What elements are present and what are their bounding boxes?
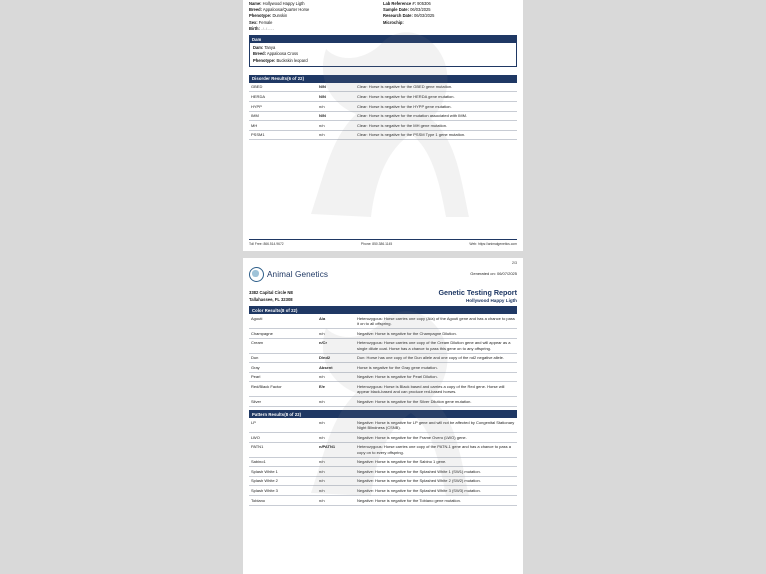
color-results-header: Color Results(8 of 22) bbox=[249, 306, 517, 314]
identity-left-column bbox=[249, 1, 383, 32]
test-description: Clear: Horse is negative for the HYPP gene mutation. bbox=[355, 102, 517, 112]
table-row bbox=[249, 92, 517, 102]
identity-value: 905306 bbox=[417, 1, 431, 6]
report-title-block bbox=[438, 288, 517, 303]
table-row bbox=[249, 476, 517, 486]
test-name: Champagne bbox=[249, 329, 317, 339]
test-genotype: n/n bbox=[317, 130, 355, 140]
test-genotype: n/n bbox=[317, 496, 355, 506]
identity-key: Research Date: bbox=[383, 13, 413, 19]
test-description: Dun: Horse has one copy of the Dun allele and one copy of the nd2 negative allele. bbox=[355, 353, 517, 363]
test-description: Negative: Horse is negative for the Frame Overo (LWO) gene. bbox=[355, 433, 517, 443]
test-genotype: n/n bbox=[317, 467, 355, 477]
identity-value: Appaloosa/Quarter Horse bbox=[262, 7, 310, 13]
test-description: Negative: Horse is negative for the Tobiano gene mutation. bbox=[355, 496, 517, 506]
footer-phone: Phone: 850.386.1145 bbox=[360, 242, 393, 246]
animal-identity-block bbox=[243, 0, 523, 35]
table-row bbox=[249, 314, 517, 328]
page-header bbox=[243, 265, 523, 282]
address-line-2: Tallahassee, FL 32308 bbox=[249, 296, 293, 302]
test-genotype: n/n bbox=[317, 476, 355, 486]
table-row bbox=[249, 433, 517, 443]
identity-value: Female bbox=[258, 19, 273, 25]
test-description: Heterozygous: Horse carries one copy of the Cream Dilution gene and will appear as a single dilute coat. Horse has a chance to pass this gene on to any offspring. bbox=[355, 338, 517, 353]
header-subrow bbox=[243, 282, 523, 306]
test-name: Silver bbox=[249, 397, 317, 407]
table-row bbox=[249, 442, 517, 457]
table-row bbox=[249, 111, 517, 121]
table-row bbox=[249, 467, 517, 477]
identity-key: Sample Date: bbox=[383, 7, 409, 13]
test-name: Tobiano bbox=[249, 496, 317, 506]
test-genotype: n/n bbox=[317, 457, 355, 467]
animal-genetics-logo-icon bbox=[249, 267, 264, 282]
test-name: Sabino1 bbox=[249, 457, 317, 467]
test-name: LWO bbox=[249, 433, 317, 443]
test-description: Negative: Horse is negative for the Sabino 1 gene. bbox=[355, 457, 517, 467]
test-genotype: n/Cr bbox=[317, 338, 355, 353]
dam-value: Buckskin leopard bbox=[276, 57, 308, 63]
test-description: Negative: Horse is negative for the Splashed White 1 (SW1) mutation. bbox=[355, 467, 517, 477]
test-genotype: n/n bbox=[317, 372, 355, 382]
identity-key: Name: bbox=[249, 1, 262, 6]
test-name: Gray bbox=[249, 363, 317, 373]
dam-value: Tanya bbox=[264, 45, 276, 51]
test-genotype: N/N bbox=[317, 83, 355, 92]
test-genotype: n/n bbox=[317, 121, 355, 131]
test-genotype: A/a bbox=[317, 314, 355, 328]
pattern-results-section bbox=[243, 410, 523, 506]
section-spacer bbox=[243, 67, 523, 75]
test-description: Clear: Horse is negative for the mutation associated with IMM. bbox=[355, 111, 517, 121]
test-description: Heterozygous: Horse is Black based and carries a copy of the Red gene. Horse will appear black-based and can produce red-based horses. bbox=[355, 382, 517, 397]
identity-value: 06/03/2025 bbox=[410, 7, 431, 13]
color-results-table bbox=[249, 314, 517, 407]
test-description: Heterozygous: Horse carries one copy (A/a) of the Agouti gene and has a chance to pass it on to all offspring. bbox=[355, 314, 517, 328]
pattern-results-table bbox=[249, 418, 517, 505]
test-description: Clear: Horse is negative for the HERDA gene mutation. bbox=[355, 92, 517, 102]
page-number: 2/3 bbox=[512, 261, 517, 265]
table-row bbox=[249, 372, 517, 382]
test-description: Negative: Horse is negative for the Splashed White 2 (SW2) mutation. bbox=[355, 476, 517, 486]
identity-key: Breed: bbox=[249, 7, 262, 13]
identity-key: Microchip: bbox=[383, 19, 404, 25]
table-row bbox=[249, 397, 517, 407]
disorder-results-table bbox=[249, 83, 517, 140]
table-row bbox=[249, 102, 517, 112]
test-name: Red/Black Factor bbox=[249, 382, 317, 397]
test-name: LP bbox=[249, 418, 317, 432]
dam-key: Phenotype: bbox=[253, 57, 276, 63]
dam-section bbox=[243, 35, 523, 67]
dam-details bbox=[249, 43, 517, 66]
test-description: Clear: Horse is negative for the GBED gene mutation. bbox=[355, 83, 517, 92]
identity-value: Hollywood Happy Ligth bbox=[262, 1, 305, 6]
test-name: HYPP bbox=[249, 102, 317, 112]
test-genotype: Absent bbox=[317, 363, 355, 373]
test-name: PSSM1 bbox=[249, 130, 317, 140]
test-name: Splash White 2 bbox=[249, 476, 317, 486]
test-genotype: n/n bbox=[317, 397, 355, 407]
table-row bbox=[249, 382, 517, 397]
footer-toll-free: Toll Free: 866.514.9672 bbox=[249, 242, 284, 246]
test-name: Splash White 1 bbox=[249, 467, 317, 477]
identity-row bbox=[249, 26, 383, 32]
identity-key: Sex: bbox=[249, 19, 258, 25]
test-genotype: E/e bbox=[317, 382, 355, 397]
color-results-section bbox=[243, 306, 523, 407]
identity-key: Phenotype: bbox=[249, 13, 272, 19]
test-description: Negative: Horse is negative for the Silver Dilution gene mutation. bbox=[355, 397, 517, 407]
dam-key: Dam: bbox=[253, 45, 264, 51]
footer-contact-row bbox=[249, 242, 517, 246]
table-row bbox=[249, 363, 517, 373]
test-genotype: N/N bbox=[317, 92, 355, 102]
table-row bbox=[249, 121, 517, 131]
test-name: Splash White 3 bbox=[249, 486, 317, 496]
test-name: Agouti bbox=[249, 314, 317, 328]
test-name: PATN1 bbox=[249, 442, 317, 457]
footer-website[interactable]: Web: https://animalgenetics.com bbox=[469, 242, 517, 246]
test-name: GBED bbox=[249, 83, 317, 92]
test-name: Cream bbox=[249, 338, 317, 353]
identity-key: Lab Reference #: bbox=[383, 1, 416, 6]
report-subject: Hollywood Happy Ligth bbox=[465, 298, 517, 303]
brand-lockup bbox=[249, 267, 328, 282]
test-genotype: n/n bbox=[317, 486, 355, 496]
test-genotype: n/n bbox=[317, 329, 355, 339]
table-row bbox=[249, 418, 517, 432]
test-name: HERDA bbox=[249, 92, 317, 102]
address-line-1: 3382 Capital Circle NE bbox=[249, 290, 294, 296]
table-row bbox=[249, 496, 517, 506]
disorder-results-section bbox=[243, 75, 523, 141]
page-title: Genetic Testing Report bbox=[438, 288, 517, 297]
company-address bbox=[249, 290, 293, 303]
test-genotype: n/n bbox=[317, 102, 355, 112]
table-row bbox=[249, 329, 517, 339]
test-name: MH bbox=[249, 121, 317, 131]
test-genotype: n/PATN1 bbox=[317, 442, 355, 457]
dam-row bbox=[253, 58, 513, 64]
table-row bbox=[249, 486, 517, 496]
identity-row bbox=[383, 20, 517, 26]
test-name: Dun bbox=[249, 353, 317, 363]
identity-value: Dunskin bbox=[272, 13, 288, 19]
test-description: Negative: Horse is negative for the Champagne Dilution. bbox=[355, 329, 517, 339]
test-name: IMM bbox=[249, 111, 317, 121]
identity-right-column bbox=[383, 1, 517, 32]
test-genotype: n/n bbox=[317, 418, 355, 432]
table-row bbox=[249, 457, 517, 467]
test-description: Heterozygous: Horse carries one copy of the PATN-1 gene and has a chance to pass a copy on to every offspring. bbox=[355, 442, 517, 457]
document-page-2 bbox=[243, 258, 523, 574]
test-description: Negative: Horse is negative for the Splashed White 3 (SW3) mutation. bbox=[355, 486, 517, 496]
table-row bbox=[249, 353, 517, 363]
dam-value: Appaloosa Cross bbox=[266, 51, 299, 57]
dam-key: Breed: bbox=[253, 51, 266, 57]
dam-section-header: Dam bbox=[249, 35, 517, 43]
identity-key: Birth: bbox=[249, 25, 260, 31]
test-description: Negative: Horse is negative for Pearl Dilution. bbox=[355, 372, 517, 382]
test-description: Horse is negative for the Gray gene mutation. bbox=[355, 363, 517, 373]
test-genotype: N/N bbox=[317, 111, 355, 121]
test-name: Pearl bbox=[249, 372, 317, 382]
test-genotype: D/nd2 bbox=[317, 353, 355, 363]
table-row bbox=[249, 338, 517, 353]
test-description: Negative: Horse is negative for LP gene and will not be affected by Congenital Stationary Night Blindness (CSNB). bbox=[355, 418, 517, 432]
identity-value: -/-/---- bbox=[261, 25, 275, 31]
footer-divider bbox=[249, 239, 517, 240]
table-row bbox=[249, 130, 517, 140]
test-description: Clear: Horse is negative for the MH gene mutation. bbox=[355, 121, 517, 131]
disorder-results-header: Disorder Results(6 of 22) bbox=[249, 75, 517, 83]
generated-on: Generated on: 06/07/2025 bbox=[470, 271, 517, 276]
brand-name: Animal Genetics bbox=[267, 270, 329, 279]
pattern-results-header: Pattern Results(8 of 22) bbox=[249, 410, 517, 418]
document-page-1 bbox=[243, 0, 523, 251]
test-genotype: n/n bbox=[317, 433, 355, 443]
identity-value: 06/03/2025 bbox=[413, 13, 435, 19]
test-description: Clear: Horse is negative for the PSSM Type 1 gene mutation. bbox=[355, 130, 517, 140]
page-footer bbox=[243, 239, 523, 246]
table-row bbox=[249, 83, 517, 92]
